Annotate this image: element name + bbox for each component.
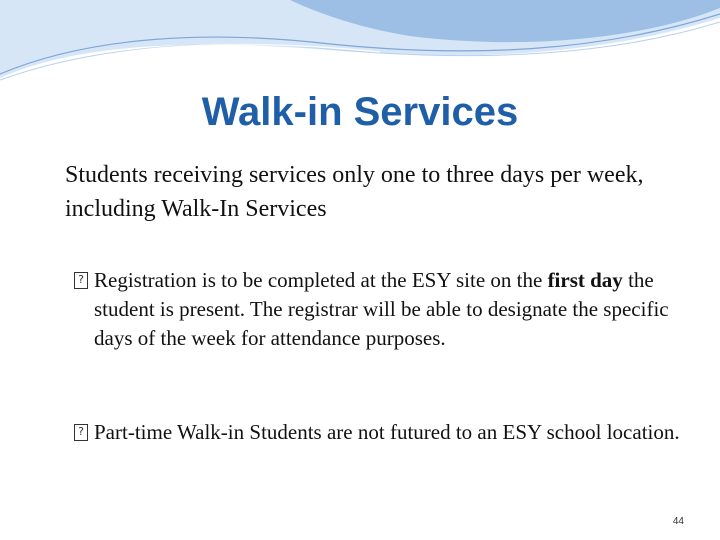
- bullet-text: Part-time Walk-in Students are not futured to an ESY school location.: [94, 420, 680, 444]
- page-number: 44: [672, 516, 684, 527]
- slide-title: Walk-in Services: [201, 90, 519, 134]
- bullet-item-part-time: [74, 418, 694, 447]
- bullet-text-before: Registration is to be completed at the ESY site on the: [94, 268, 548, 292]
- header-wave-decoration: [0, 0, 720, 90]
- bullet-item-registration: [74, 266, 694, 353]
- missing-glyph-box-icon: [74, 272, 88, 289]
- missing-glyph-box-icon: [74, 424, 88, 441]
- bullet-text-bold: first day: [547, 268, 623, 292]
- intro-text: Students receiving services only one to three days per week, including Walk-In Services: [65, 162, 644, 222]
- bullet-text-after: the student is present. The registrar will be able to designate the specific days of the week for attendance purposes.: [94, 268, 669, 350]
